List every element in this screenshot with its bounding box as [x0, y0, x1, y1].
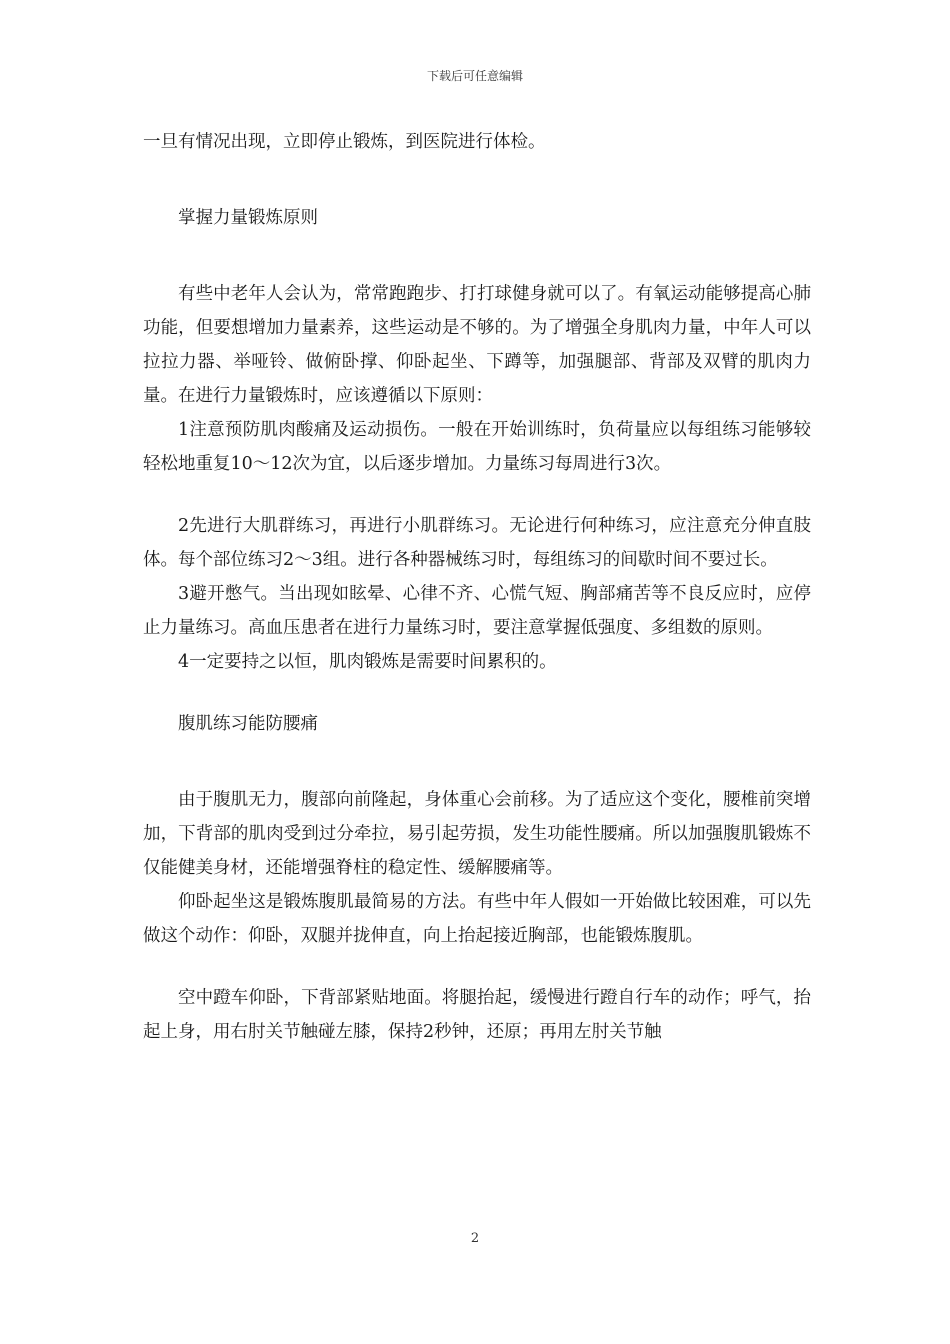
page-number: 2 — [470, 1231, 480, 1246]
section-heading-abs: 腹肌练习能防腰痛 — [178, 714, 318, 734]
paragraph-5: 3避开憋气。当出现如眩晕、心律不齐、心慌气短、胸部痛苦等不良反应时，应停止力量练习。高血压患者在进行力量练习时，要注意掌握低强度、多组数的原则。 — [143, 584, 811, 638]
paragraph-6: 4一定要持之以恒，肌肉锻炼是需要时间累积的。 — [178, 652, 557, 672]
paragraph-1: 一旦有情况出现，立即停止锻炼，到医院进行体检。 — [143, 132, 546, 152]
section-heading-strength: 掌握力量锻炼原则 — [178, 208, 318, 228]
paragraph-7: 由于腹肌无力，腹部向前隆起，身体重心会前移。为了适应这个变化，腰椎前突增加，下背部的肌肉受到过分牵拉，易引起劳损，发生功能性腰痛。所以加强腹肌锻炼不仅能健美身材，还能增强脊柱的稳定性、缓解腰痛等。 — [143, 790, 811, 878]
paragraph-9: 空中蹬车仰卧，下背部紧贴地面。将腿抬起，缓慢进行蹬自行车的动作；呼气，抬起上身，用右肘关节触碰左膝，保持2秒钟，还原；再用左肘关节触 — [143, 988, 811, 1042]
paragraph-8: 仰卧起坐这是锻炼腹肌最简易的方法。有些中年人假如一开始做比较困难，可以先做这个动作：仰卧，双腿并拢伸直，向上抬起接近胸部，也能锻炼腹肌。 — [143, 892, 811, 946]
page-header: 下载后可任意编辑 — [426, 69, 523, 83]
paragraph-4: 2先进行大肌群练习，再进行小肌群练习。无论进行何种练习，应注意充分伸直肢体。每个部位练习2～3组。进行各种器械练习时，每组练习的间歇时间不要过长。 — [143, 516, 811, 570]
document-body — [143, 125, 811, 1049]
paragraph-3: 1注意预防肌肉酸痛及运动损伤。一般在开始训练时，负荷量应以每组练习能够较轻松地重复10～12次为宜，以后逐步增加。力量练习每周进行3次。 — [143, 420, 811, 474]
paragraph-2: 有些中老年人会认为，常常跑跑步、打打球健身就可以了。有氧运动能够提高心肺功能，但要想增加力量素养，这些运动是不够的。为了增强全身肌肉力量，中年人可以拉拉力器、举哑铃、做俯卧撑、仰卧起坐、下蹲等，加强腿部、背部及双臂的肌肉力量。在进行力量锻炼时，应该遵循以下原则： — [143, 284, 811, 406]
